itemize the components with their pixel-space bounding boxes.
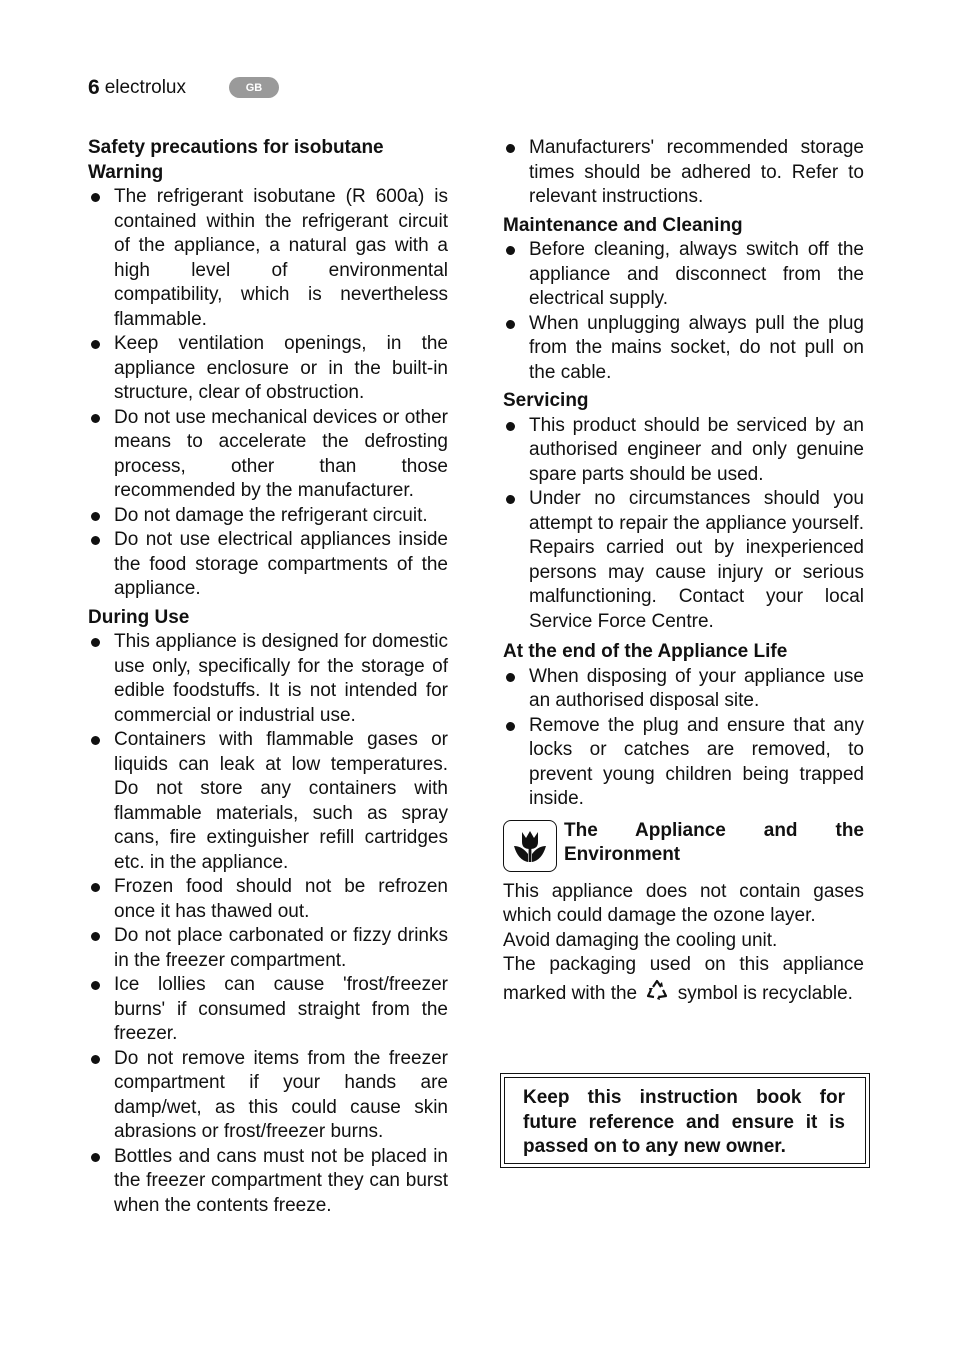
list-item: Keep ventilation openings, in the appliance enclosure or in the built-in structure, clear of obstruction. [88, 332, 448, 406]
storage-list [503, 136, 864, 210]
right-column [503, 136, 864, 1009]
environment-title-line2: Environment [564, 844, 681, 865]
list-item: Do not place carbonated or fizzy drinks in the freezer compartment. [88, 924, 448, 973]
list-item: The refrigerant isobutane (R 600a) is contained within the refrigerant circuit of the appliance, a natural gas with a high level of environmental compatibility, which is nevertheless flammable. [88, 185, 448, 332]
notice-box [500, 1073, 870, 1168]
environment-heading [503, 819, 864, 872]
environment-para-cooling: Avoid damaging the cooling unit. [503, 929, 778, 951]
list-item: When disposing of your appliance use an authorised disposal site. [503, 665, 864, 714]
maintenance-list [503, 238, 864, 385]
list-item: Bottles and cans must not be placed in the freezer compartment they can burst when the contents freeze. [88, 1145, 448, 1219]
section-heading-end-of-life: At the end of the Appliance Life [503, 641, 788, 662]
environment-title-line1: The Appliance and the [564, 819, 864, 841]
page-number: 6 [88, 76, 100, 99]
list-item: Under no circumstances should you attempt to repair the appliance yourself. Repairs carried out by inexperienced persons may cause injury or serious malfunctioning. Contact your local Service Force Centre. [503, 487, 864, 634]
language-badge: GB [229, 77, 279, 98]
packaging-text-after: symbol is recyclable. [677, 982, 853, 1004]
list-item: Do not use electrical appliances inside the food storage compartments of the appliance. [88, 528, 448, 602]
brand-name: electrolux [104, 77, 187, 98]
list-item: Before cleaning, always switch off the appliance and disconnect from the electrical supply. [503, 238, 864, 312]
environment-text [503, 880, 864, 1010]
list-item: Ice lollies can cause 'frost/freezer burns' if consumed straight from the freezer. [88, 973, 448, 1047]
during-use-list [88, 630, 448, 1218]
section-heading-during-use: During Use [88, 606, 190, 628]
notice-text: Keep this instruction book for future reference and ensure it is passed on to any new owner. [504, 1077, 866, 1164]
section-heading-servicing: Servicing [503, 390, 589, 411]
list-item: When unplugging always pull the plug from the mains socket, do not pull on the cable. [503, 312, 864, 386]
end-of-life-list [503, 665, 864, 812]
packaging-text-before: The packaging used on this appliance marked with the [503, 954, 864, 1004]
recycle-icon [644, 978, 670, 1010]
list-item: Frozen food should not be refrozen once it has thawed out. [88, 875, 448, 924]
environment-para-packaging [503, 953, 864, 1009]
environment-para-ozone: This appliance does not contain gases which could damage the ozone layer. [503, 880, 864, 926]
list-item: Do not damage the refrigerant circuit. [88, 504, 448, 529]
list-item: This appliance is designed for domestic use only, specifically for the storage of edible foodstuffs. It is not intended for commercial or industrial use. [88, 630, 448, 728]
page-header [88, 74, 186, 102]
list-item: Do not remove items from the freezer compartment if your hands are damp/wet, as this could cause skin abrasions or frost/freezer burns. [88, 1047, 448, 1145]
list-item: Do not use mechanical devices or other means to accelerate the defrosting process, other than those recommended by the manufacturer. [88, 406, 448, 504]
flower-eco-icon [503, 820, 557, 872]
list-item: Containers with flammable gases or liquids can leak at low temperatures. Do not store any containers with flammable materials, such as spray cans, fire extinguisher refill cartridges etc. in the appliance. [88, 728, 448, 875]
section-subheading-warning: Warning [88, 161, 164, 183]
list-item: Manufacturers' recommended storage times should be adhered to. Refer to relevant instructions. [503, 136, 864, 210]
isobutane-list [88, 185, 448, 602]
section-heading-isobutane: Safety precautions for isobutane [88, 137, 384, 158]
list-item: This product should be serviced by an authorised engineer and only genuine spare parts should be used. [503, 414, 864, 488]
left-column [88, 136, 448, 1218]
section-heading-maintenance: Maintenance and Cleaning [503, 214, 743, 236]
servicing-list [503, 414, 864, 635]
list-item: Remove the plug and ensure that any locks or catches are removed, to prevent young children being trapped inside. [503, 714, 864, 812]
